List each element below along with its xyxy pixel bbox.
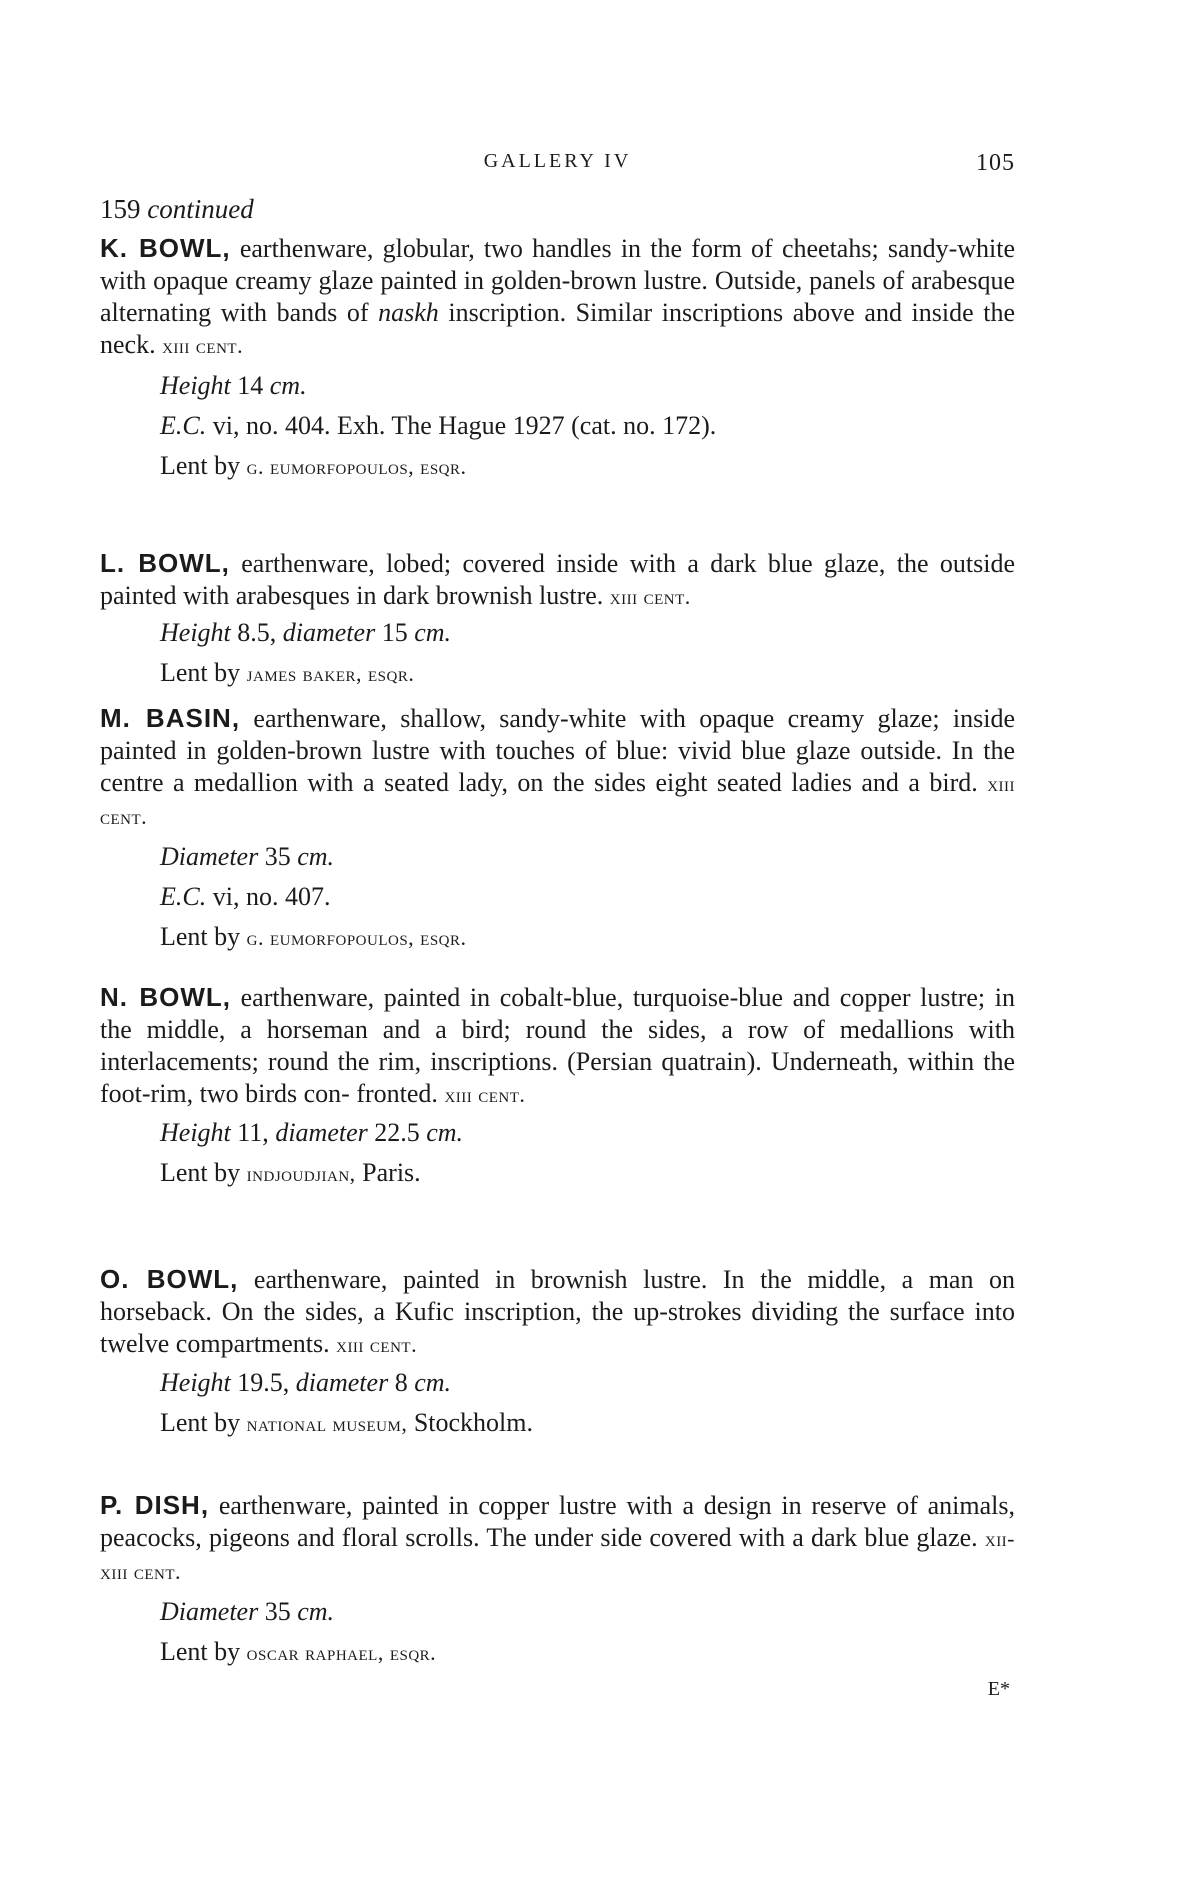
dimension-value: 35 <box>264 1597 291 1626</box>
dimension-unit: cm. <box>297 1597 335 1626</box>
entry-p <box>100 1489 1015 1673</box>
entry-lead: K. BOWL, <box>100 233 231 263</box>
entry-text: earthenware, painted in cobalt-blue, turquoise-blue and copper lustre; in the middle, a horseman and a bird; round the sides, a row of medallions with interlacements; round the rim, inscriptions. (Persian quatrain). Underneath, within the foot-rim, two birds con- fronted. <box>100 983 1015 1108</box>
entry-description <box>100 232 1015 362</box>
dimension-value: 35 <box>264 842 291 871</box>
dimension-value-2: 15 <box>381 618 408 647</box>
entry-dimensions <box>100 1592 1015 1632</box>
entry-description <box>100 1263 1015 1361</box>
dimension-value: 14 <box>237 371 264 400</box>
dimension-label-2: diameter <box>282 618 376 647</box>
entry-o <box>100 1263 1015 1444</box>
lent-prefix: Lent by <box>160 1637 241 1666</box>
running-title: GALLERY IV <box>483 150 632 172</box>
entry-lead: L. BOWL, <box>100 548 230 578</box>
entry-dimensions <box>100 613 1015 653</box>
entry-term: naskh <box>378 298 439 327</box>
entry-m <box>100 702 1015 958</box>
entry-text: earthenware, globular, two handles in the form of cheetahs; sandy-white with opaque creamy glaze painted in golden-brown lustre. Outside, panels of arabesque alternating with bands of <box>100 234 1015 327</box>
lender-name: indjoudjian, <box>246 1161 356 1186</box>
lent-prefix: Lent by <box>160 1158 241 1187</box>
lender-name: g. eumorfopoulos, esqr. <box>246 925 467 950</box>
entry-dimensions <box>100 1113 1015 1153</box>
dimension-unit: cm. <box>426 1118 464 1147</box>
reference-abbr: E.C. <box>160 411 207 440</box>
lender-name: oscar raphael, esqr. <box>246 1640 437 1665</box>
reference-text: vi, no. 404. Exh. The Hague 1927 (cat. no. 172). <box>212 411 717 440</box>
entry-text-end: inscription. Similar inscriptions above and inside the neck. <box>100 298 1015 359</box>
entry-description <box>100 1489 1015 1588</box>
dimension-value-2: 8 <box>394 1368 408 1397</box>
dimension-label: Height <box>160 371 231 400</box>
entry-k <box>100 232 1015 487</box>
reference-text: vi, no. 407. <box>212 882 331 911</box>
dimension-label: Diameter <box>160 842 259 871</box>
dimension-label: Diameter <box>160 1597 259 1626</box>
lender-name: national museum, <box>246 1411 408 1436</box>
dimension-label: Height <box>160 1118 231 1147</box>
lent-prefix: Lent by <box>160 658 241 687</box>
entry-century: xiii cent. <box>609 584 691 609</box>
entry-description <box>100 981 1015 1111</box>
entry-lead: P. DISH, <box>100 1490 210 1520</box>
page-number: 105 <box>976 150 1015 176</box>
entry-dimensions <box>100 1363 1015 1403</box>
lender-place: Paris. <box>362 1158 421 1187</box>
entry-dimensions <box>100 837 1015 877</box>
dimension-unit: cm. <box>269 371 307 400</box>
dimension-value: 11, <box>237 1118 269 1147</box>
dimension-unit: cm. <box>297 842 335 871</box>
dimension-value-2: 22.5 <box>374 1118 420 1147</box>
dimension-unit: cm. <box>414 618 452 647</box>
entry-description <box>100 547 1015 613</box>
entry-dimensions <box>100 366 1015 406</box>
reference-abbr: E.C. <box>160 882 207 911</box>
entry-century: xiii cent. <box>444 1082 526 1107</box>
entry-text: earthenware, shallow, sandy-white with opaque creamy glaze; inside painted in golden-brown lustre with touches of blue: vivid blue glaze outside. In the centre a medallion with a seated lady, on the sides eight seated ladies and a bird. <box>100 704 1015 797</box>
entry-lead: N. BOWL, <box>100 982 231 1012</box>
entry-lender <box>100 1632 1015 1673</box>
dimension-label-2: diameter <box>275 1118 368 1147</box>
entry-l <box>100 547 1015 694</box>
entry-lead: M. BASIN, <box>100 703 241 733</box>
dimension-value: 19.5, <box>237 1368 290 1397</box>
entry-reference <box>100 406 1015 446</box>
entry-text: earthenware, painted in brownish lustre. In the middle, a man on horseback. On the sides, a Kufic inscription, the up-strokes dividing the surface into twelve compartments. <box>100 1265 1016 1358</box>
lent-prefix: Lent by <box>160 451 241 480</box>
dimension-value: 8.5, <box>237 618 277 647</box>
dimension-label-2: diameter <box>295 1368 389 1397</box>
signature-mark: E* <box>987 1678 1010 1700</box>
catalogue-number: 159 <box>100 194 141 224</box>
entry-lender <box>100 1403 1015 1444</box>
entry-lead: O. BOWL, <box>100 1264 239 1294</box>
lender-name: g. eumorfopoulos, esqr. <box>246 454 467 479</box>
entry-description <box>100 702 1015 833</box>
entry-lender <box>100 1153 1015 1194</box>
lent-prefix: Lent by <box>160 922 241 951</box>
entry-reference <box>100 877 1015 917</box>
entry-century: xiii cent. <box>162 333 244 358</box>
continued-label: continued <box>147 194 254 224</box>
entry-lender <box>100 917 1015 958</box>
entry-text: earthenware, painted in copper lustre with a design in reserve of animals, peacocks, pigeons and floral scrolls. The under side covered with a dark blue glaze. <box>100 1491 1016 1552</box>
dimension-label: Height <box>160 618 231 647</box>
lender-name: james baker, esqr. <box>246 661 415 686</box>
entry-lender <box>100 653 1015 694</box>
entry-lender <box>100 446 1015 487</box>
entry-text: earthenware, lobed; covered inside with a dark blue glaze, the outside painted with arabesques in dark brownish lustre. <box>100 549 1015 610</box>
entry-century: xiii cent. <box>336 1332 418 1357</box>
entry-n <box>100 981 1015 1194</box>
dimension-unit: cm. <box>414 1368 452 1397</box>
lender-place: Stockholm. <box>413 1408 533 1437</box>
entry-century: xii-xiii cent. <box>100 1526 1016 1584</box>
entry-century: xiii cent. <box>100 771 1016 829</box>
continued-heading <box>100 193 1015 225</box>
lent-prefix: Lent by <box>160 1408 241 1437</box>
dimension-label: Height <box>160 1368 231 1397</box>
